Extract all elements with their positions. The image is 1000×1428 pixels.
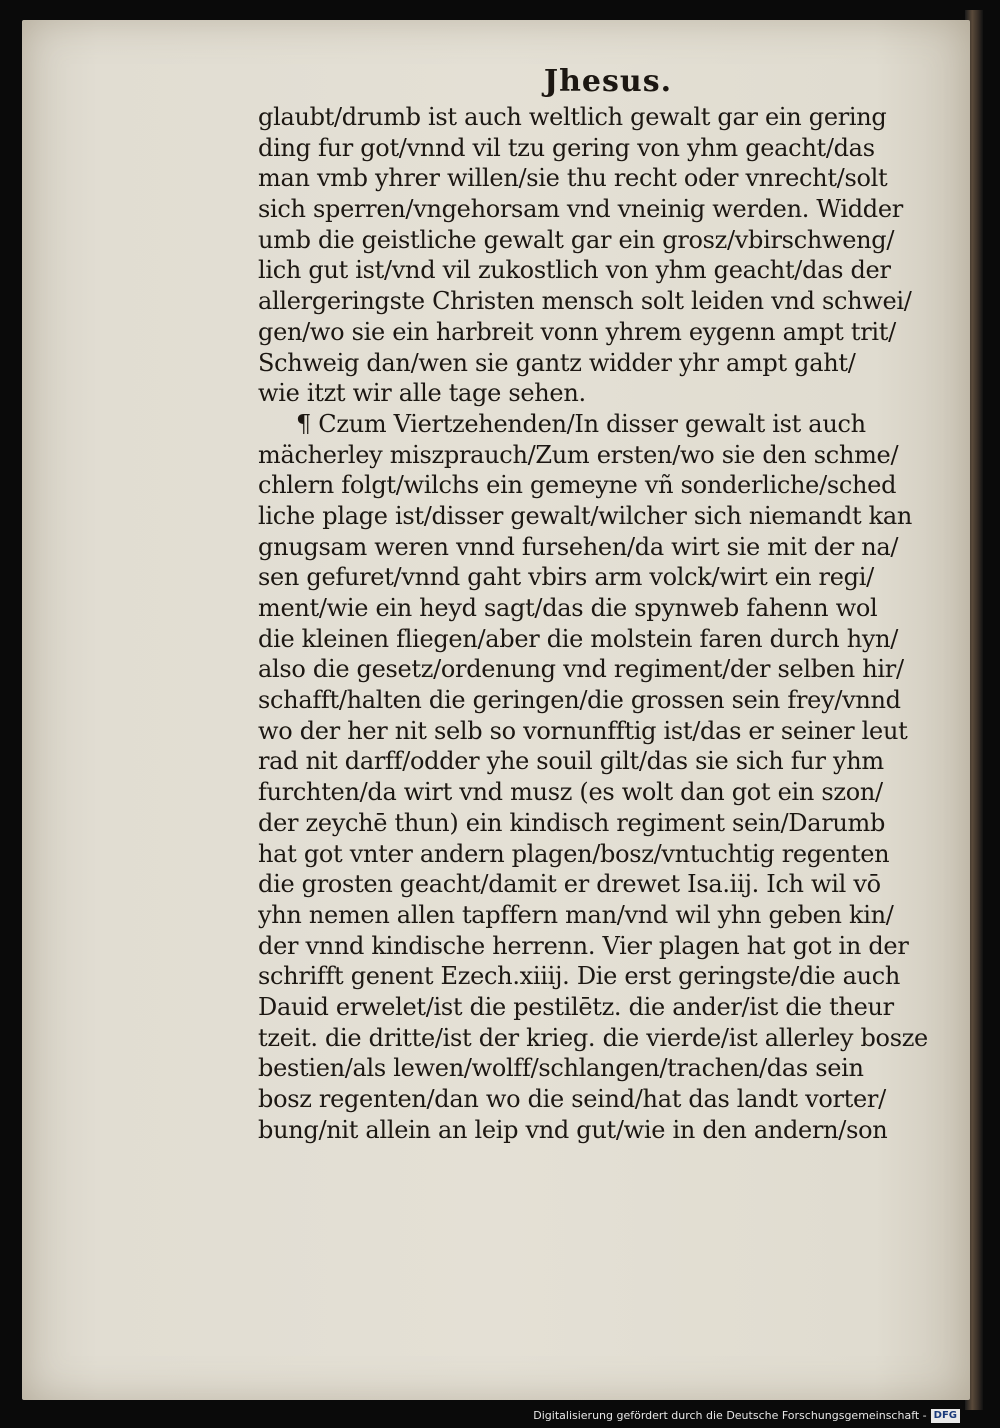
text-line: gnugsam weren vnnd fursehen/da wirt sie mit der na/ xyxy=(258,532,899,561)
text-line: der zeychē thun) ein kindisch regiment sein/Darumb xyxy=(258,808,886,837)
text-line: der vnnd kindische herrenn. Vier plagen hat got in der xyxy=(258,931,909,960)
text-line: ¶ Czum Viertzehenden/In disser gewalt ist auch xyxy=(296,409,866,438)
page-text xyxy=(258,62,958,1145)
text-line: schrifft genent Ezech.xiiij. Die erst geringste/die auch xyxy=(258,962,901,991)
text-line: wo der her nit selb so vornunfftig ist/das er seiner leut xyxy=(258,716,908,745)
text-line: rad nit darff/odder yhe souil gilt/das sie sich fur yhm xyxy=(258,747,884,776)
text-line: allergeringste Christen mensch solt leiden vnd schwei/ xyxy=(258,287,912,316)
text-line: tzeit. die dritte/ist der krieg. die vierde/ist allerley bosze xyxy=(258,1023,928,1052)
credit-text: Digitalisierung gefördert durch die Deutsche Forschungsgemeinschaft - xyxy=(533,1409,927,1422)
text-line: wie itzt wir alle tage sehen. xyxy=(258,379,586,408)
page-heading: Jhesus. xyxy=(543,64,673,99)
text-line: yhn nemen allen tapffern man/vnd wil yhn geben kin/ xyxy=(258,900,894,929)
text-line: die kleinen fliegen/aber die molstein faren durch hyn/ xyxy=(258,624,899,653)
text-line: umb die geistliche gewalt gar ein grosz/vbirschweng/ xyxy=(258,225,895,254)
text-line: sen gefuret/vnnd gaht vbirs arm volck/wirt ein regi/ xyxy=(258,563,874,592)
text-line: Schweig dan/wen sie gantz widder yhr ampt gaht/ xyxy=(258,348,856,377)
text-line: liche plage ist/disser gewalt/wilcher sich niemandt kan xyxy=(258,501,913,530)
text-line: man vmb yhrer willen/sie thu recht oder vnrecht/solt xyxy=(258,164,888,193)
text-line: ding fur got/vnnd vil tzu gering von yhm geacht/das xyxy=(258,133,875,162)
text-line: bung/nit allein an leip vnd gut/wie in den andern/son xyxy=(258,1115,888,1144)
dfg-logo: DFG xyxy=(931,1409,960,1423)
text-line: furchten/da wirt vnd musz (es wolt dan got ein szon/ xyxy=(258,778,883,807)
text-line: bosz regenten/dan wo die seind/hat das landt vorter/ xyxy=(258,1085,886,1113)
text-lines xyxy=(258,102,958,1145)
text-line: lich gut ist/vnd vil zukostlich von yhm geacht/das der xyxy=(258,256,891,285)
text-line: hat got vnter andern plagen/bosz/vntuchtig regenten xyxy=(258,839,890,868)
text-line: schafft/halten die geringen/die grossen sein frey/vnnd xyxy=(258,686,901,715)
text-line: gen/wo sie ein harbreit vonn yhrem eygenn ampt trit/ xyxy=(258,317,896,346)
text-line: ment/wie ein heyd sagt/das die spynweb fahenn wol xyxy=(258,594,878,622)
digitization-credit xyxy=(533,1407,960,1425)
text-line: also die gesetz/ordenung vnd regiment/der selben hir/ xyxy=(258,655,904,684)
text-line: mächerley miszprauch/Zum ersten/wo sie den schme/ xyxy=(258,440,899,469)
text-line: glaubt/drumb ist auch weltlich gewalt gar ein gering xyxy=(258,103,887,131)
text-line: sich sperren/vngehorsam vnd vneinig werden. Widder xyxy=(258,195,903,224)
text-line: die grosten geacht/damit er drewet Isa.iij. Ich wil vō xyxy=(258,870,881,899)
text-line: Dauid erwelet/ist die pestilētz. die ander/ist die theur xyxy=(258,992,894,1021)
text-line: chlern folgt/wilchs ein gemeyne vñ sonderliche/sched xyxy=(258,471,897,500)
text-line: bestien/als lewen/wolff/schlangen/trachen/das sein xyxy=(258,1054,864,1083)
